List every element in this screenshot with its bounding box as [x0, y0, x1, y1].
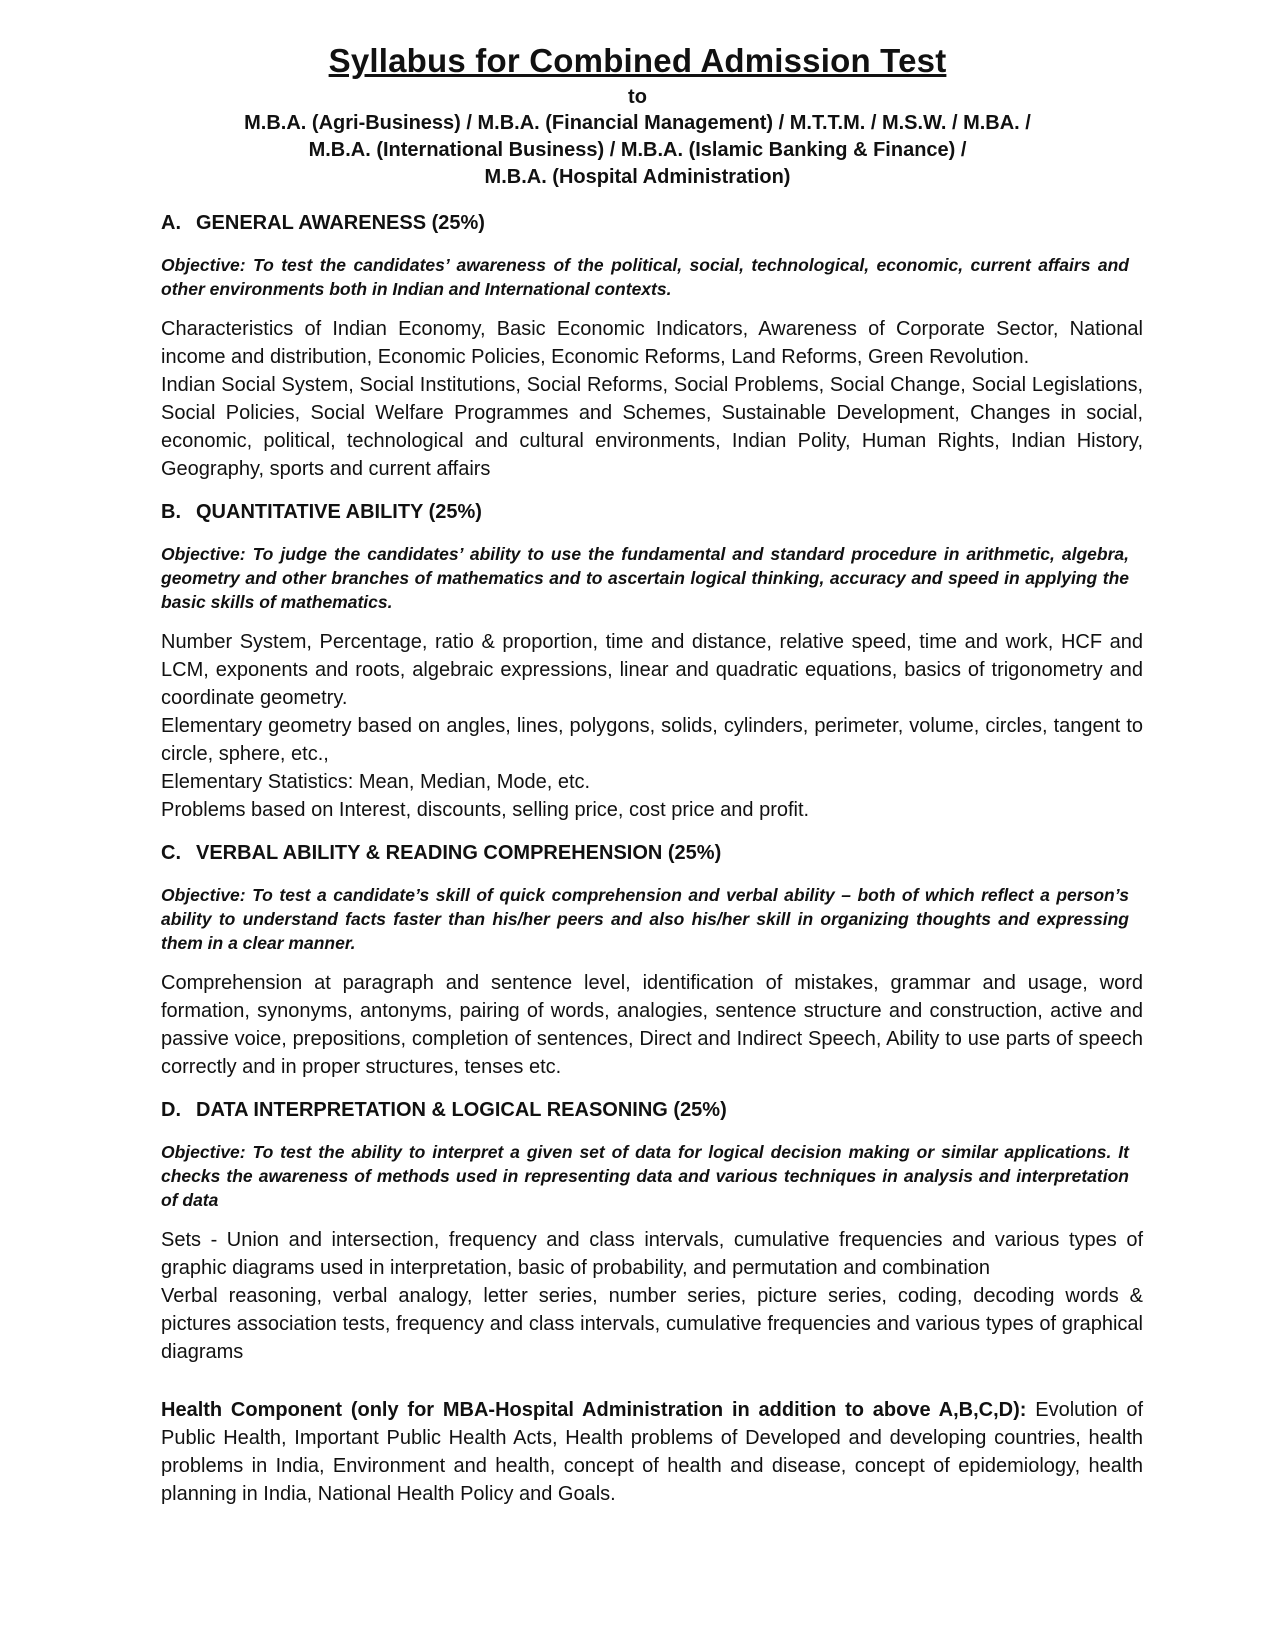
health-heading: Health Component (only for MBA-Hospital Administration in addition to above A,B,C,D):: [161, 1399, 1027, 1421]
section-objective: Objective: To test the ability to interpret a given set of data for logical decision making or similar applications. It checks the awareness of methods used in representing data and various techniques in analysis and interpretation of data: [161, 1142, 1129, 1210]
section-verbal-ability: [161, 842, 1143, 1081]
section-quantitative-ability: [161, 501, 1143, 824]
section-objective: Objective: To judge the candidates’ ability to use the fundamental and standard procedure in arithmetic, algebra, geometry and other branches of mathematics and to ascertain logical thinking, accuracy and speed in applying the basic skills of mathematics.: [161, 544, 1129, 612]
section-paragraph: Problems based on Interest, discounts, selling price, cost price and profit.: [161, 799, 810, 821]
section-heading: [161, 212, 1143, 235]
health-component: [161, 1396, 1143, 1508]
section-body: [161, 1226, 1143, 1366]
section-paragraph: Elementary Statistics: Mean, Median, Mode, etc.: [161, 771, 591, 793]
section-letter: A.: [161, 212, 181, 234]
section-body: [161, 628, 1143, 824]
section-title: DATA INTERPRETATION & LOGICAL REASONING (25%): [196, 1099, 727, 1121]
section-objective: Objective: To test a candidate’s skill of quick comprehension and verbal ability – both of which reflect a person’s ability to understand facts faster than his/her peers and also his/her skill in organizing thoughts and expressing them in a clear manner.: [161, 885, 1129, 953]
section-title: VERBAL ABILITY & READING COMPREHENSION (25%): [196, 842, 722, 864]
section-paragraph: Sets - Union and intersection, frequency and class intervals, cumulative frequencies and various types of graphic diagrams used in interpretation, basic of probability, and permutation and combination: [161, 1229, 1143, 1279]
section-paragraph: Indian Social System, Social Institutions, Social Reforms, Social Problems, Social Change, Social Legislations, Social Policies, Social Welfare Programmes and Schemes, Sustainable Development, Changes in social, economic, political, technological and cultural environments, Indian Polity, Human Rights, Indian History, Geography, sports and current affairs: [161, 374, 1143, 480]
programs-line: M.B.A. (International Business) / M.B.A. (Islamic Banking & Finance) /: [308, 139, 967, 161]
section-paragraph: Verbal reasoning, verbal analogy, letter series, number series, picture series, coding, decoding words & pictures association tests, frequency and class intervals, cumulative frequencies and various types of graphical diagrams: [161, 1285, 1143, 1363]
section-paragraph: Characteristics of Indian Economy, Basic Economic Indicators, Awareness of Corporate Sector, National income and distribution, Economic Policies, Economic Reforms, Land Reforms, Green Revolution.: [161, 318, 1143, 368]
section-general-awareness: [161, 212, 1143, 483]
section-body: [161, 315, 1143, 483]
programs-line: M.B.A. (Agri-Business) / M.B.A. (Financial Management) / M.T.T.M. / M.S.W. / M.BA. /: [244, 112, 1031, 134]
section-letter: C.: [161, 842, 181, 864]
section-letter: B.: [161, 501, 181, 523]
section-body: [161, 969, 1143, 1081]
section-heading: [161, 501, 1143, 524]
programs-line: M.B.A. (Hospital Administration): [484, 166, 791, 188]
section-heading: [161, 1099, 1143, 1122]
syllabus-content: [161, 212, 1143, 1508]
section-paragraph: Number System, Percentage, ratio & proportion, time and distance, relative speed, time and work, HCF and LCM, exponents and roots, algebraic expressions, linear and quadratic equations, basics of trigonometry and coordinate geometry.: [161, 631, 1143, 709]
page-title: Syllabus for Combined Admission Test: [328, 42, 947, 79]
section-heading: [161, 842, 1143, 865]
section-paragraph: Comprehension at paragraph and sentence level, identification of mistakes, grammar and usage, word formation, synonyms, antonyms, pairing of words, analogies, sentence structure and construction, active and passive voice, prepositions, completion of sentences, Direct and Indirect Speech, Ability to use parts of speech correctly and in proper structures, tenses etc.: [161, 972, 1143, 1078]
section-data-interpretation: [161, 1099, 1143, 1366]
section-title: QUANTITATIVE ABILITY (25%): [196, 501, 482, 523]
health-text: Evolution of Public Health, Important Public Health Acts, Health problems of Developed and developing countries, health problems in India, Environment and health, concept of health and disease, concept of epidemiology, health planning in India, National Health Policy and Goals.: [161, 1399, 1143, 1505]
section-letter: D.: [161, 1099, 181, 1121]
section-paragraph: Elementary geometry based on angles, lines, polygons, solids, cylinders, perimeter, volume, circles, tangent to circle, sphere, etc.,: [161, 715, 1143, 765]
section-objective: Objective: To test the candidates’ awareness of the political, social, technological, economic, current affairs and other environments both in Indian and International contexts.: [161, 255, 1129, 299]
title-connector: to: [628, 86, 647, 108]
section-title: GENERAL AWARENESS (25%): [196, 212, 485, 234]
programs-list: [0, 110, 1275, 191]
